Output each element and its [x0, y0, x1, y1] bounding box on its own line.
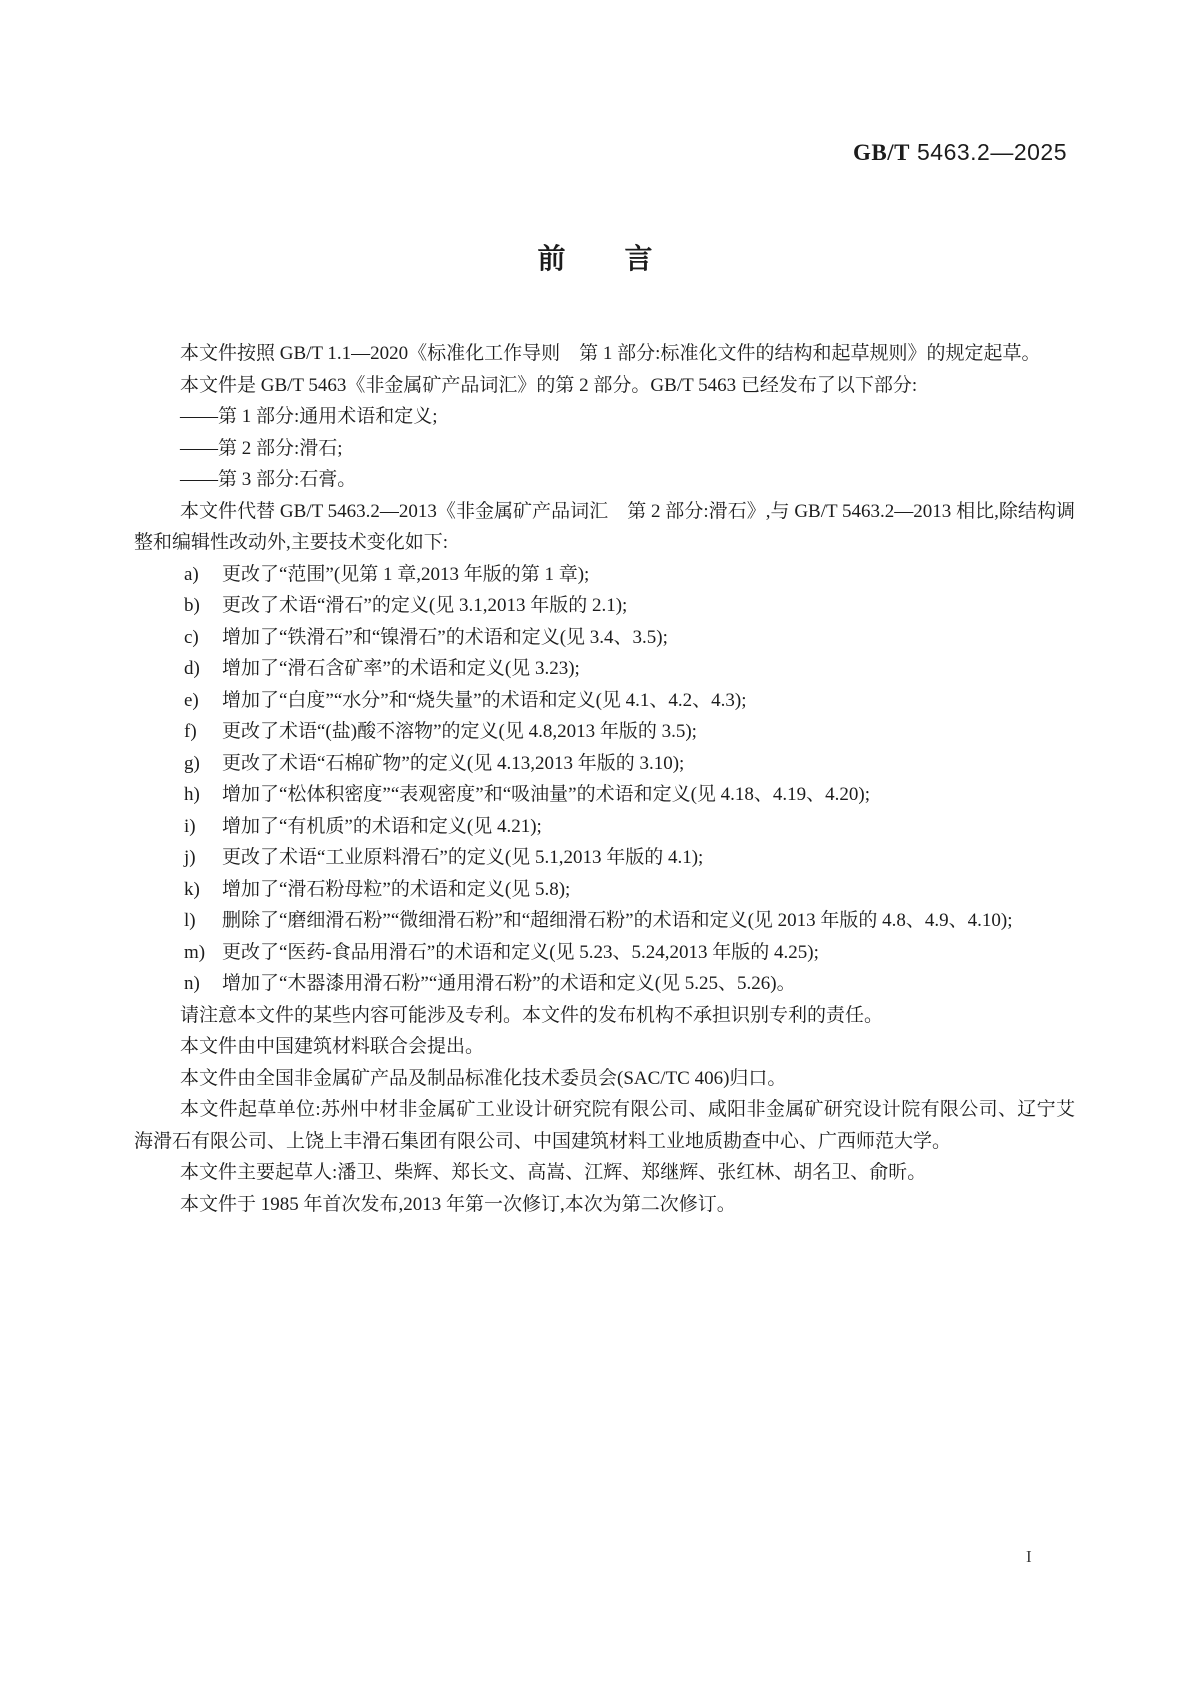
- page-number: I: [1026, 1547, 1032, 1566]
- change-label: a): [184, 563, 199, 585]
- change-label: m): [184, 941, 206, 963]
- closing-paragraph: 本文件于 1985 年首次发布,2013 年第一次修订,本次为第二次修订。: [180, 1193, 736, 1215]
- change-item: [134, 905, 1075, 937]
- change-item: [134, 559, 1075, 591]
- part-list-item: ——第 2 部分:滑石;: [180, 437, 343, 459]
- change-item: [134, 622, 1075, 654]
- change-text: 增加了“有机质”的术语和定义(见 4.21);: [222, 815, 542, 837]
- closing-paragraph: 本文件主要起草人:潘卫、柴辉、郑长文、高嵩、江辉、郑继辉、张红林、胡名卫、俞昕。: [180, 1162, 927, 1183]
- part-list-item: ——第 1 部分:通用术语和定义;: [180, 406, 438, 427]
- change-text: 更改了术语“滑石”的定义(见 3.1,2013 年版的 2.1);: [222, 595, 628, 616]
- change-item: [134, 968, 1075, 1000]
- change-label: k): [184, 878, 200, 900]
- change-text: 增加了“白度”“水分”和“烧失量”的术语和定义(见 4.1、4.2、4.3);: [222, 689, 747, 711]
- change-text: 更改了术语“石棉矿物”的定义(见 4.13,2013 年版的 3.10);: [222, 752, 685, 774]
- change-text: 更改了“范围”(见第 1 章,2013 年版的第 1 章);: [222, 563, 590, 585]
- change-label: g): [184, 752, 200, 774]
- change-item: [134, 716, 1075, 748]
- closing-paragraph: 请注意本文件的某些内容可能涉及专利。本文件的发布机构不承担识别专利的责任。: [180, 1004, 884, 1026]
- change-text: 增加了“松体积密度”“表观密度”和“吸油量”的术语和定义(见 4.18、4.19、4.20);: [222, 784, 871, 805]
- intro-paragraph: 本文件是 GB/T 5463《非金属矿产品词汇》的第 2 部分。GB/T 5463 已经发布了以下部分:: [180, 374, 918, 396]
- change-text: 增加了“木器漆用滑石粉”“通用滑石粉”的术语和定义(见 5.25、5.26)。: [222, 973, 796, 994]
- change-label: h): [184, 784, 200, 805]
- change-item: [134, 748, 1075, 780]
- closing-paragraph: 本文件由全国非金属矿产品及制品标准化技术委员会(SAC/TC 406)归口。: [180, 1067, 787, 1089]
- change-label: c): [184, 626, 199, 648]
- change-text: 更改了术语“(盐)酸不溶物”的定义(见 4.8,2013 年版的 3.5);: [222, 721, 697, 742]
- change-text: 增加了“铁滑石”和“镍滑石”的术语和定义(见 3.4、3.5);: [222, 626, 668, 648]
- change-label: l): [184, 910, 196, 931]
- change-label: n): [184, 973, 200, 994]
- change-item: [134, 811, 1075, 843]
- doc-code-prefix: GB/T: [853, 140, 910, 165]
- change-label: i): [184, 815, 196, 837]
- change-text: 增加了“滑石含矿率”的术语和定义(见 3.23);: [222, 658, 580, 679]
- change-label: j): [184, 847, 196, 868]
- change-text: 删除了“磨细滑石粉”“微细滑石粉”和“超细滑石粉”的术语和定义(见 2013 年版的 4.8、4.9、4.10);: [222, 910, 1013, 931]
- change-label: d): [184, 658, 200, 679]
- change-label: b): [184, 595, 200, 616]
- change-text: 更改了术语“工业原料滑石”的定义(见 5.1,2013 年版的 4.1);: [222, 847, 704, 868]
- intro-paragraph: 本文件按照 GB/T 1.1—2020《标准化工作导则 第 1 部分:标准化文件的结构和起草规则》的规定起草。: [180, 343, 1041, 364]
- change-text: 更改了“医药-食品用滑石”的术语和定义(见 5.23、5.24,2013 年版的 4.25);: [222, 941, 819, 963]
- change-item: [134, 685, 1075, 717]
- closing-paragraph: 本文件由中国建筑材料联合会提出。: [180, 1036, 485, 1057]
- page-title: 前 言: [537, 243, 654, 274]
- closing-paragraph: 本文件起草单位:苏州中材非金属矿工业设计研究院有限公司、咸阳非金属矿研究设计院有限公司、辽宁艾海滑石有限公司、上饶上丰滑石集团有限公司、中国建筑材料工业地质勘查中心、广西师范大学。: [134, 1099, 1075, 1152]
- foreword-content: [134, 338, 1075, 1220]
- part-list-item: ——第 3 部分:石膏。: [180, 469, 357, 490]
- change-item: [134, 590, 1075, 622]
- change-label: e): [184, 689, 199, 711]
- change-label: f): [184, 721, 197, 742]
- doc-code: [853, 140, 1067, 165]
- change-item: [134, 874, 1075, 906]
- change-item: [134, 779, 1075, 811]
- change-text: 增加了“滑石粉母粒”的术语和定义(见 5.8);: [222, 878, 571, 900]
- change-item: [134, 653, 1075, 685]
- change-item: [134, 937, 1075, 969]
- doc-code-number: 5463.2—2025: [916, 139, 1067, 165]
- change-item: [134, 842, 1075, 874]
- replace-paragraph: 本文件代替 GB/T 5463.2—2013《非金属矿产品词汇 第 2 部分:滑石》,与 GB/T 5463.2—2013 相比,除结构调整和编辑性改动外,主要技术变化如下:: [134, 500, 1075, 553]
